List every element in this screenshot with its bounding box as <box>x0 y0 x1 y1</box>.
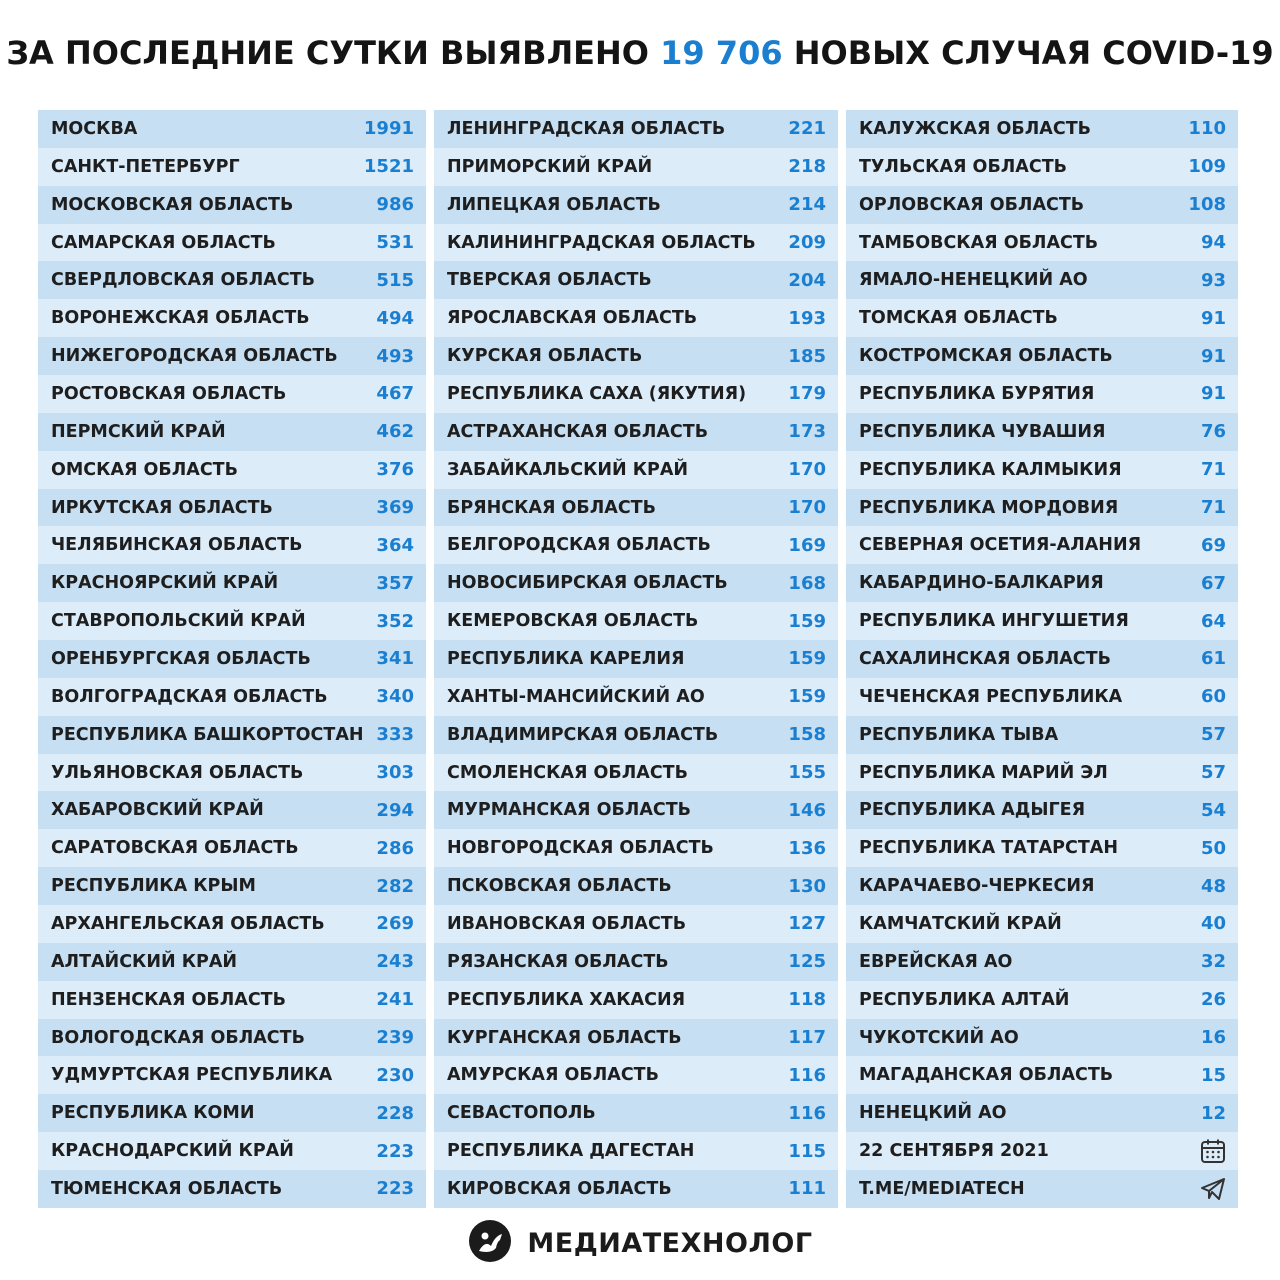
region-row <box>846 337 1238 375</box>
region-row <box>434 110 838 148</box>
region-name: УЛЬЯНОВСКАЯ ОБЛАСТЬ <box>51 762 304 783</box>
calendar-icon <box>1200 1138 1226 1164</box>
region-name: РЯЗАНСКАЯ ОБЛАСТЬ <box>447 951 669 972</box>
region-row <box>38 943 426 981</box>
region-name: ТАМБОВСКАЯ ОБЛАСТЬ <box>859 232 1099 253</box>
region-name: БЕЛГОРОДСКАЯ ОБЛАСТЬ <box>447 535 711 556</box>
regions-table <box>38 110 1238 1208</box>
region-cases: 369 <box>376 497 414 519</box>
region-name: АСТРАХАНСКАЯ ОБЛАСТЬ <box>447 421 709 442</box>
region-row <box>434 791 838 829</box>
region-name: РЕСПУБЛИКА МОРДОВИЯ <box>859 497 1119 518</box>
region-row <box>38 224 426 262</box>
region-row <box>846 375 1238 413</box>
region-row <box>38 829 426 867</box>
region-row <box>434 489 838 527</box>
region-name: СТАВРОПОЛЬСКИЙ КРАЙ <box>51 611 306 632</box>
region-name: РЕСПУБЛИКА ДАГЕСТАН <box>447 1141 695 1162</box>
region-row <box>434 186 838 224</box>
brand-name: МЕДИАТЕХНОЛОГ <box>527 1227 813 1259</box>
region-cases: 116 <box>788 1064 826 1086</box>
region-cases: 91 <box>1200 345 1226 367</box>
region-cases: 57 <box>1200 724 1226 746</box>
region-name: РОСТОВСКАЯ ОБЛАСТЬ <box>51 383 287 404</box>
region-name: САНКТ-ПЕТЕРБУРГ <box>51 156 240 177</box>
region-row <box>846 224 1238 262</box>
region-name: КРАСНОЯРСКИЙ КРАЙ <box>51 573 279 594</box>
region-name: СВЕРДЛОВСКАЯ ОБЛАСТЬ <box>51 270 315 291</box>
region-cases: 241 <box>376 989 414 1011</box>
region-name: РЕСПУБЛИКА КАРЕЛИЯ <box>447 648 685 669</box>
region-row <box>846 678 1238 716</box>
region-row <box>434 299 838 337</box>
region-cases: 40 <box>1200 913 1226 935</box>
region-row <box>846 867 1238 905</box>
region-row <box>434 224 838 262</box>
region-cases: 357 <box>376 572 414 594</box>
channel-row[interactable] <box>846 1170 1238 1208</box>
region-cases: 1521 <box>363 156 414 178</box>
page-title <box>0 34 1280 72</box>
region-cases: 230 <box>376 1064 414 1086</box>
region-cases: 158 <box>788 724 826 746</box>
region-cases: 340 <box>376 686 414 708</box>
region-name: РЕСПУБЛИКА ЧУВАШИЯ <box>859 421 1106 442</box>
region-cases: 467 <box>376 383 414 405</box>
region-cases: 16 <box>1200 1027 1226 1049</box>
region-name: КОСТРОМСКАЯ ОБЛАСТЬ <box>859 346 1113 367</box>
region-name: ПРИМОРСКИЙ КРАЙ <box>447 156 653 177</box>
region-cases: 155 <box>788 762 826 784</box>
region-cases: 286 <box>376 837 414 859</box>
report-date: 22 СЕНТЯБРЯ 2021 <box>859 1141 1049 1162</box>
region-name: ОРЕНБУРГСКАЯ ОБЛАСТЬ <box>51 648 311 669</box>
channel-link[interactable]: T.ME/MEDIATECH <box>859 1178 1025 1199</box>
region-cases: 493 <box>376 345 414 367</box>
region-cases: 170 <box>788 459 826 481</box>
region-row <box>38 640 426 678</box>
region-row <box>38 186 426 224</box>
region-cases: 282 <box>376 875 414 897</box>
region-name: БРЯНСКАЯ ОБЛАСТЬ <box>447 497 656 518</box>
region-name: ЛЕНИНГРАДСКАЯ ОБЛАСТЬ <box>447 118 726 139</box>
region-cases: 91 <box>1200 383 1226 405</box>
region-name: КАБАРДИНО-БАЛКАРИЯ <box>859 573 1104 594</box>
region-cases: 185 <box>788 345 826 367</box>
region-cases: 515 <box>376 269 414 291</box>
region-row <box>434 564 838 602</box>
region-row <box>434 1094 838 1132</box>
region-name: ОРЛОВСКАЯ ОБЛАСТЬ <box>859 194 1085 215</box>
region-name: МАГАДАНСКАЯ ОБЛАСТЬ <box>859 1065 1114 1086</box>
region-name: РЕСПУБЛИКА БАШКОРТОСТАН <box>51 724 364 745</box>
region-cases: 109 <box>1188 156 1226 178</box>
region-cases: 159 <box>788 648 826 670</box>
region-name: ЯМАЛО-НЕНЕЦКИЙ АО <box>859 270 1088 291</box>
region-name: САМАРСКАЯ ОБЛАСТЬ <box>51 232 276 253</box>
region-row <box>434 981 838 1019</box>
region-name: ПСКОВСКАЯ ОБЛАСТЬ <box>447 876 672 897</box>
region-name: МУРМАНСКАЯ ОБЛАСТЬ <box>447 800 692 821</box>
region-row <box>846 754 1238 792</box>
region-cases: 376 <box>376 459 414 481</box>
region-row <box>434 943 838 981</box>
region-name: ЕВРЕЙСКАЯ АО <box>859 951 1013 972</box>
region-name: КЕМЕРОВСКАЯ ОБЛАСТЬ <box>447 611 699 632</box>
region-name: КУРГАНСКАЯ ОБЛАСТЬ <box>447 1027 682 1048</box>
region-row <box>846 1056 1238 1094</box>
region-row <box>434 716 838 754</box>
region-name: КИРОВСКАЯ ОБЛАСТЬ <box>447 1178 672 1199</box>
region-row <box>846 943 1238 981</box>
region-name: РЕСПУБЛИКА КРЫМ <box>51 876 256 897</box>
region-name: ХАБАРОВСКИЙ КРАЙ <box>51 800 264 821</box>
region-name: ИРКУТСКАЯ ОБЛАСТЬ <box>51 497 273 518</box>
region-name: ЧЕЛЯБИНСКАЯ ОБЛАСТЬ <box>51 535 303 556</box>
region-row <box>434 1170 838 1208</box>
region-row <box>434 261 838 299</box>
region-name: РЕСПУБЛИКА МАРИЙ ЭЛ <box>859 762 1108 783</box>
region-cases: 50 <box>1200 837 1226 859</box>
region-cases: 494 <box>376 307 414 329</box>
region-cases: 159 <box>788 686 826 708</box>
region-row <box>38 148 426 186</box>
region-cases: 168 <box>788 572 826 594</box>
region-name: ЯРОСЛАВСКАЯ ОБЛАСТЬ <box>447 308 698 329</box>
region-row <box>434 148 838 186</box>
region-row <box>38 754 426 792</box>
region-row <box>38 678 426 716</box>
region-name: КАЛИНИНГРАДСКАЯ ОБЛАСТЬ <box>447 232 756 253</box>
region-name: ПЕНЗЕНСКАЯ ОБЛАСТЬ <box>51 989 286 1010</box>
region-name: ВОЛОГОДСКАЯ ОБЛАСТЬ <box>51 1027 305 1048</box>
region-cases: 462 <box>376 421 414 443</box>
region-row <box>846 1094 1238 1132</box>
region-name: АМУРСКАЯ ОБЛАСТЬ <box>447 1065 659 1086</box>
mediatech-logo-icon <box>467 1218 513 1268</box>
region-name: РЕСПУБЛИКА ИНГУШЕТИЯ <box>859 611 1129 632</box>
title-text-before: ЗА ПОСЛЕДНИЕ СУТКИ ВЫЯВЛЕНО <box>6 34 649 72</box>
region-name: ЧЕЧЕНСКАЯ РЕСПУБЛИКА <box>859 686 1123 707</box>
region-name: РЕСПУБЛИКА КОМИ <box>51 1103 255 1124</box>
region-cases: 303 <box>376 762 414 784</box>
region-name: МОСКОВСКАЯ ОБЛАСТЬ <box>51 194 294 215</box>
region-cases: 71 <box>1200 497 1226 519</box>
region-cases: 76 <box>1200 421 1226 443</box>
date-row <box>846 1132 1238 1170</box>
region-row <box>434 754 838 792</box>
region-name: НЕНЕЦКИЙ АО <box>859 1103 1007 1124</box>
region-cases: 15 <box>1200 1064 1226 1086</box>
region-name: КУРСКАЯ ОБЛАСТЬ <box>447 346 643 367</box>
region-name: ТОМСКАЯ ОБЛАСТЬ <box>859 308 1058 329</box>
region-row <box>38 867 426 905</box>
region-cases: 294 <box>376 799 414 821</box>
region-cases: 116 <box>788 1102 826 1124</box>
region-cases: 110 <box>1188 118 1226 140</box>
region-name: ЗАБАЙКАЛЬСКИЙ КРАЙ <box>447 459 689 480</box>
title-total-cases: 19 706 <box>660 34 783 72</box>
region-cases: 108 <box>1188 194 1226 216</box>
region-row <box>434 867 838 905</box>
region-row <box>38 1094 426 1132</box>
region-cases: 364 <box>376 534 414 556</box>
region-cases: 223 <box>376 1140 414 1162</box>
region-cases: 60 <box>1200 686 1226 708</box>
regions-column-2 <box>434 110 838 1208</box>
region-row <box>846 716 1238 754</box>
region-row <box>434 905 838 943</box>
region-name: ХАНТЫ-МАНСИЙСКИЙ АО <box>447 686 705 707</box>
region-name: РЕСПУБЛИКА КАЛМЫКИЯ <box>859 459 1122 480</box>
region-row <box>434 1019 838 1057</box>
region-row <box>38 905 426 943</box>
region-row <box>846 602 1238 640</box>
region-name: ЛИПЕЦКАЯ ОБЛАСТЬ <box>447 194 661 215</box>
region-name: АРХАНГЕЛЬСКАЯ ОБЛАСТЬ <box>51 913 325 934</box>
region-name: ИВАНОВСКАЯ ОБЛАСТЬ <box>447 913 687 934</box>
region-cases: 111 <box>788 1178 826 1200</box>
region-name: ТВЕРСКАЯ ОБЛАСТЬ <box>447 270 652 291</box>
region-cases: 67 <box>1200 572 1226 594</box>
region-row <box>434 678 838 716</box>
region-cases: 54 <box>1200 799 1226 821</box>
region-row <box>846 791 1238 829</box>
region-name: ВОЛГОГРАДСКАЯ ОБЛАСТЬ <box>51 686 328 707</box>
region-name: УДМУРТСКАЯ РЕСПУБЛИКА <box>51 1065 333 1086</box>
region-row <box>38 451 426 489</box>
region-cases: 209 <box>788 232 826 253</box>
region-row <box>38 564 426 602</box>
region-name: РЕСПУБЛИКА БУРЯТИЯ <box>859 383 1095 404</box>
region-row <box>434 829 838 867</box>
region-name: СЕВАСТОПОЛЬ <box>447 1103 596 1124</box>
region-row <box>38 791 426 829</box>
region-cases: 531 <box>376 232 414 253</box>
region-cases: 136 <box>788 837 826 859</box>
region-row <box>38 981 426 1019</box>
region-cases: 146 <box>788 799 826 821</box>
region-cases: 169 <box>788 534 826 556</box>
region-cases: 118 <box>788 989 826 1011</box>
region-name: НОВГОРОДСКАЯ ОБЛАСТЬ <box>447 838 714 859</box>
region-row <box>38 375 426 413</box>
region-row <box>434 1132 838 1170</box>
brand-footer <box>0 1218 1280 1268</box>
region-row <box>38 1019 426 1057</box>
title-text-after: НОВЫХ СЛУЧАЯ COVID-19 <box>793 34 1274 72</box>
region-name: САХАЛИНСКАЯ ОБЛАСТЬ <box>859 648 1111 669</box>
region-cases: 159 <box>788 610 826 632</box>
region-cases: 269 <box>376 913 414 935</box>
region-row <box>434 640 838 678</box>
region-row <box>434 375 838 413</box>
region-cases: 173 <box>788 421 826 443</box>
region-cases: 115 <box>788 1140 826 1162</box>
region-name: САРАТОВСКАЯ ОБЛАСТЬ <box>51 838 299 859</box>
region-cases: 223 <box>376 1178 414 1200</box>
region-cases: 12 <box>1200 1102 1226 1124</box>
region-name: ТУЛЬСКАЯ ОБЛАСТЬ <box>859 156 1067 177</box>
region-cases: 179 <box>788 383 826 405</box>
region-row <box>38 261 426 299</box>
region-name: КАМЧАТСКИЙ КРАЙ <box>859 913 1062 934</box>
region-cases: 48 <box>1200 875 1226 897</box>
region-row <box>38 1170 426 1208</box>
region-name: РЕСПУБЛИКА ТЫВА <box>859 724 1059 745</box>
region-row <box>846 413 1238 451</box>
region-row <box>846 829 1238 867</box>
region-cases: 117 <box>788 1027 826 1049</box>
region-row <box>846 489 1238 527</box>
region-cases: 341 <box>376 648 414 670</box>
region-cases: 986 <box>376 194 414 216</box>
region-row <box>846 564 1238 602</box>
region-cases: 243 <box>376 951 414 973</box>
region-cases: 170 <box>788 497 826 519</box>
region-name: ВЛАДИМИРСКАЯ ОБЛАСТЬ <box>447 724 719 745</box>
region-cases: 333 <box>376 724 414 746</box>
region-name: ТЮМЕНСКАЯ ОБЛАСТЬ <box>51 1178 283 1199</box>
region-row <box>846 981 1238 1019</box>
region-row <box>38 526 426 564</box>
region-name: ПЕРМСКИЙ КРАЙ <box>51 421 226 442</box>
region-row <box>846 299 1238 337</box>
region-name: РЕСПУБЛИКА АЛТАЙ <box>859 989 1070 1010</box>
region-cases: 1991 <box>363 118 414 140</box>
region-row <box>846 526 1238 564</box>
region-name: НОВОСИБИРСКАЯ ОБЛАСТЬ <box>447 573 728 594</box>
region-row <box>38 299 426 337</box>
region-name: КАРАЧАЕВО-ЧЕРКЕСИЯ <box>859 876 1095 897</box>
region-cases: 352 <box>376 610 414 632</box>
region-cases: 204 <box>788 269 826 291</box>
region-cases: 57 <box>1200 762 1226 784</box>
region-row <box>38 716 426 754</box>
region-cases: 193 <box>788 307 826 329</box>
region-name: РЕСПУБЛИКА ТАТАРСТАН <box>859 838 1118 859</box>
region-name: РЕСПУБЛИКА САХА (ЯКУТИЯ) <box>447 383 747 404</box>
region-row <box>846 110 1238 148</box>
region-row <box>38 337 426 375</box>
region-row <box>846 640 1238 678</box>
region-row <box>38 413 426 451</box>
region-cases: 125 <box>788 951 826 973</box>
region-cases: 239 <box>376 1027 414 1049</box>
region-name: ЧУКОТСКИЙ АО <box>859 1027 1019 1048</box>
region-name: НИЖЕГОРОДСКАЯ ОБЛАСТЬ <box>51 346 338 367</box>
telegram-icon <box>1200 1177 1226 1201</box>
region-row <box>846 186 1238 224</box>
region-cases: 32 <box>1200 951 1226 973</box>
region-cases: 91 <box>1200 307 1226 329</box>
region-name: ВОРОНЕЖСКАЯ ОБЛАСТЬ <box>51 308 310 329</box>
region-row <box>434 602 838 640</box>
regions-column-1 <box>38 110 426 1208</box>
region-row <box>434 413 838 451</box>
region-row <box>846 148 1238 186</box>
region-row <box>846 1019 1238 1057</box>
region-row <box>434 337 838 375</box>
regions-column-3 <box>846 110 1238 1208</box>
region-cases: 94 <box>1200 232 1226 253</box>
region-row <box>38 602 426 640</box>
region-row <box>38 1132 426 1170</box>
region-row <box>846 905 1238 943</box>
region-row <box>846 261 1238 299</box>
region-cases: 130 <box>788 875 826 897</box>
region-cases: 221 <box>788 118 826 140</box>
region-cases: 228 <box>376 1102 414 1124</box>
region-name: КАЛУЖСКАЯ ОБЛАСТЬ <box>859 118 1091 139</box>
region-cases: 93 <box>1200 269 1226 291</box>
region-cases: 127 <box>788 913 826 935</box>
region-cases: 71 <box>1200 459 1226 481</box>
region-name: РЕСПУБЛИКА АДЫГЕЯ <box>859 800 1086 821</box>
region-row <box>38 489 426 527</box>
region-row <box>846 451 1238 489</box>
region-row <box>434 1056 838 1094</box>
region-name: РЕСПУБЛИКА ХАКАСИЯ <box>447 989 686 1010</box>
region-name: СЕВЕРНАЯ ОСЕТИЯ-АЛАНИЯ <box>859 535 1142 556</box>
region-name: АЛТАЙСКИЙ КРАЙ <box>51 951 238 972</box>
region-cases: 69 <box>1200 534 1226 556</box>
region-cases: 64 <box>1200 610 1226 632</box>
region-name: СМОЛЕНСКАЯ ОБЛАСТЬ <box>447 762 688 783</box>
region-name: ОМСКАЯ ОБЛАСТЬ <box>51 459 238 480</box>
region-name: КРАСНОДАРСКИЙ КРАЙ <box>51 1141 294 1162</box>
region-cases: 218 <box>788 156 826 178</box>
region-row <box>434 526 838 564</box>
region-cases: 26 <box>1200 989 1226 1011</box>
region-row <box>38 1056 426 1094</box>
region-row <box>434 451 838 489</box>
region-cases: 61 <box>1200 648 1226 670</box>
region-row <box>38 110 426 148</box>
region-name: МОСКВА <box>51 118 138 139</box>
region-cases: 214 <box>788 194 826 216</box>
